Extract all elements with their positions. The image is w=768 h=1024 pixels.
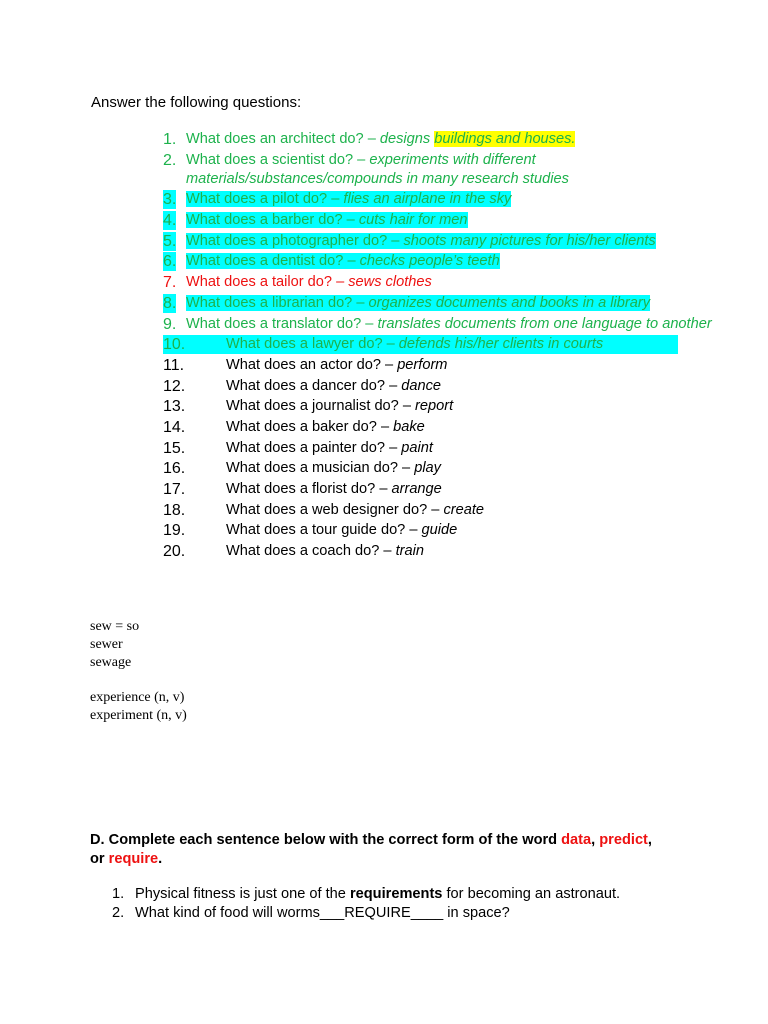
question-list: [163, 130, 723, 563]
question-text: What does an architect do? –: [186, 131, 380, 147]
note-line: sew = so: [90, 619, 140, 634]
question-text: What does a painter do? –: [226, 439, 402, 456]
exercise-answer: requirements: [349, 886, 443, 902]
question-number: 11.: [163, 356, 185, 374]
question-text: What does a barber do? –: [186, 212, 359, 229]
question-item: [163, 542, 723, 561]
question-text: What does a florist do? –: [226, 481, 392, 497]
exercise-text: Physical fitness is just one of the: [135, 886, 350, 902]
question-text: What does a dentist do? –: [186, 253, 360, 270]
question-item: [163, 356, 723, 375]
question-number: 12.: [163, 377, 186, 395]
question-number: 18.: [163, 501, 186, 519]
question-item: [163, 480, 723, 499]
question-item: [163, 521, 723, 540]
question-number: 3.: [163, 191, 177, 209]
section-d-heading: [90, 831, 690, 869]
heading-text: D. Complete each sentence below with the correct form of the word: [90, 832, 562, 848]
keyword-predict: predict: [599, 832, 648, 848]
question-text: What does a dancer do? –: [226, 377, 402, 394]
question-item: [163, 211, 723, 230]
answer-text: organizes documents and books in a library: [368, 294, 651, 311]
keyword-data: data: [561, 832, 592, 848]
question-number: 9.: [163, 315, 177, 333]
question-text: What does a librarian do? –: [186, 294, 369, 311]
exercise-item: [112, 904, 672, 923]
question-text: What does a photographer do? –: [186, 232, 404, 249]
answer-text: bake: [393, 418, 425, 435]
question-number: 14.: [163, 418, 186, 436]
instruction-text: Answer the following questions:: [91, 94, 302, 111]
answer-text: guide: [421, 522, 458, 539]
exercise-text: What kind of food will worms___REQUIRE____ in space?: [135, 905, 510, 921]
note-line: sewage: [90, 655, 132, 670]
answer-text: sews clothes: [348, 274, 432, 291]
question-number: 19.: [163, 522, 186, 540]
question-number: 4.: [163, 212, 177, 230]
question-number: 5.: [163, 232, 177, 250]
question-item: [163, 232, 723, 251]
question-number: 13.: [163, 398, 186, 416]
question-number: 17.: [163, 481, 186, 498]
question-text: What does a tailor do? –: [186, 274, 349, 291]
question-item: [163, 335, 678, 354]
answer-text: translates documents from one language to another: [377, 315, 712, 332]
question-item: [163, 459, 723, 478]
question-item: [163, 151, 723, 189]
keyword-require: require: [108, 851, 159, 867]
exercise-number: 1.: [112, 886, 125, 902]
exercise-number: 2.: [112, 905, 125, 921]
answer-text: create: [443, 501, 484, 518]
question-text: What does a baker do? –: [226, 418, 394, 435]
question-number: 10.: [163, 336, 186, 354]
note-line: experience (n, v): [90, 690, 185, 705]
heading-text: or: [90, 851, 109, 867]
question-number: 8.: [163, 294, 177, 312]
question-number: 15.: [163, 439, 186, 457]
question-text: What does an actor do? –: [226, 356, 398, 373]
answer-text: arrange: [391, 481, 442, 497]
answer-text: s: [422, 131, 435, 147]
question-number: 16.: [163, 460, 186, 478]
answer-text: shoots many pictures for his/her clients: [403, 232, 656, 249]
question-item: [163, 252, 723, 271]
heading-period: .: [158, 851, 163, 867]
question-number: 6.: [163, 253, 177, 271]
answer-text: perform: [397, 356, 448, 373]
answer-text: dance: [401, 377, 442, 394]
answer-text: paint: [401, 439, 433, 456]
vocabulary-notes: [90, 618, 187, 725]
question-text: What does a tour guide do? –: [226, 522, 422, 539]
answer-text: report: [415, 398, 454, 415]
question-number: 20.: [163, 543, 186, 561]
question-text: What does a translator do? –: [186, 315, 378, 332]
question-text: What does a scientist do? –: [186, 151, 370, 168]
question-item: [163, 294, 723, 313]
answer-text: train: [395, 543, 424, 560]
heading-separator: ,: [647, 832, 652, 848]
question-item: [163, 130, 723, 149]
question-text: What does a lawyer do? –: [226, 336, 399, 353]
question-item: [163, 397, 723, 416]
exercise-text: for becoming an astronaut.: [442, 886, 621, 902]
exercise-item: [112, 885, 672, 904]
question-item: [163, 418, 723, 437]
question-number: 1.: [163, 131, 177, 148]
answer-text: checks people’s teeth: [359, 253, 500, 270]
section-d-list: [112, 885, 672, 923]
question-text: What does a web designer do? –: [226, 501, 444, 518]
question-item: [163, 315, 723, 334]
note-line: sewer: [90, 637, 123, 652]
question-item: [163, 501, 723, 520]
question-item: [163, 377, 723, 396]
question-text: What does a coach do? –: [226, 543, 396, 560]
answer-text: defends his/her clients in courts: [398, 336, 604, 353]
question-item: [163, 190, 723, 209]
question-item: [163, 273, 723, 292]
note-spacer: [90, 672, 187, 689]
answer-highlight: buildings and houses.: [434, 131, 576, 147]
answer-text: play: [414, 460, 441, 477]
question-text: What does a musician do? –: [226, 460, 415, 477]
question-text: What does a journalist do? –: [226, 398, 416, 415]
question-item: [163, 439, 723, 458]
answer-text: cuts hair for men: [358, 212, 468, 229]
question-number: 7.: [163, 274, 177, 292]
answer-text: flies an airplane in the sky: [343, 191, 512, 208]
heading-separator: ,: [591, 832, 600, 848]
question-number: 2.: [163, 151, 177, 169]
answer-text: experiments with different materials/substances/compounds in many research studies: [186, 151, 569, 187]
note-line: experiment (n, v): [90, 708, 187, 723]
question-text: What does a pilot do? –: [186, 191, 344, 208]
answer-text: design: [379, 131, 423, 147]
